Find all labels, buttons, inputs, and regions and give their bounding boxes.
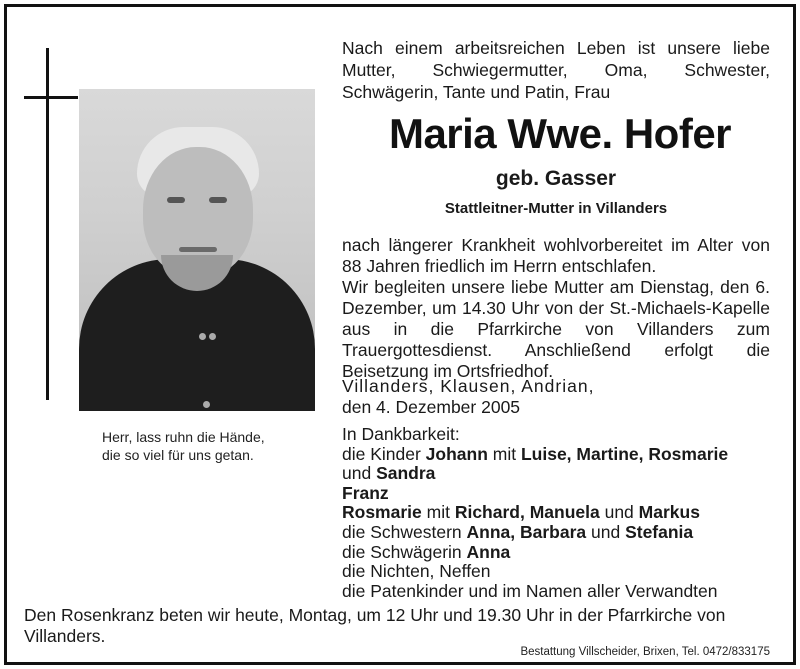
thanks-heading: In Dankbarkeit: <box>342 424 460 444</box>
places-line: Villanders, Klausen, Andrian, <box>342 376 595 396</box>
intro-text: Nach einem arbeitsreichen Leben ist unsere liebe Mutter, Schwiegermutter, Oma, Schwester, Schwägerin, Tante und Patin, Frau <box>342 38 770 102</box>
mourners-line: die Nichten, Neffen <box>342 561 491 582</box>
funeral-details-text: Wir begleiten unsere liebe Mutter am Dienstag, den 6. Dezember, um 14.30 Uhr von der St.-Michaels-Kapelle aus in die Pfarrkirche von Villanders zum Trauergottesdienst. Anschließend erfolgt die Beisetzung im Ortsfriedhof. <box>342 277 770 381</box>
cross-icon <box>46 48 49 400</box>
mourners-line: die Schwestern Anna, Barbara und Stefania <box>342 521 694 542</box>
mourners-line: die Schwägerin Anna <box>342 541 511 562</box>
mourners-line: die Kinder Johann mit Luise, Martine, Rosmarie <box>342 443 729 464</box>
funeral-home-footer: Bestattung Villscheider, Brixen, Tel. 0472/833175 <box>520 646 770 658</box>
mourners-line: Rosmarie mit Richard, Manuela und Markus <box>342 502 700 523</box>
portrait-photo <box>79 89 315 411</box>
mourners-list <box>342 425 782 601</box>
birth-name: geb. Gasser <box>495 167 617 190</box>
mourners-line: die Patenkinder und im Namen aller Verwandten <box>342 580 718 601</box>
rosary-notice: Den Rosenkranz beten wir heute, Montag, um 12 Uhr und 19.30 Uhr in der Pfarrkirche von Villanders. <box>24 605 726 646</box>
deceased-name: Maria Wwe. Hofer <box>388 110 732 157</box>
verse-line-1: Herr, lass ruhn die Hände, <box>102 429 265 445</box>
mourners-line: und Sandra <box>342 463 436 484</box>
mourners-line: Franz <box>342 482 389 503</box>
verse <box>102 428 312 464</box>
verse-line-2: die so viel für uns getan. <box>102 447 254 463</box>
cross-icon-bar <box>24 96 78 99</box>
date-line: den 4. Dezember 2005 <box>342 397 521 417</box>
death-notice-text: nach längerer Krankheit wohlvorbereitet im Alter von 88 Jahren friedlich im Herrn entschlafen. <box>342 235 770 276</box>
farm-title: Stattleitner-Mutter in Villanders <box>444 200 668 217</box>
